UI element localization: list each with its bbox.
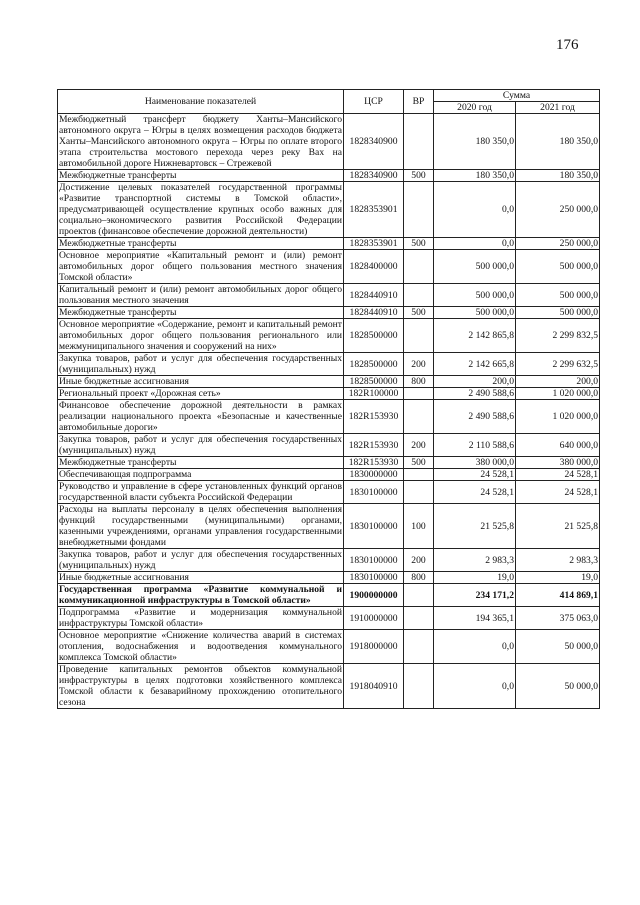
- table-row: [58, 481, 600, 504]
- row-amount-2021: 1 020 000,0: [516, 400, 600, 434]
- header-year-2020: 2020 год: [434, 102, 516, 114]
- row-code: 1830000000: [344, 469, 404, 481]
- row-name: Закупка товаров, работ и услуг для обеспечения государственных (муниципальных) нужд: [59, 353, 342, 375]
- row-code: 1830100000: [344, 504, 404, 549]
- header-sum: Сумма: [434, 90, 600, 102]
- row-vr: [404, 630, 434, 664]
- row-amount-2021: 24 528,1: [516, 481, 600, 504]
- header-code: ЦСР: [344, 90, 404, 114]
- row-vr: [404, 284, 434, 307]
- table-row: [58, 630, 600, 664]
- table-row: [58, 504, 600, 549]
- row-vr: 800: [404, 376, 434, 388]
- row-amount-2020: 500 000,0: [434, 250, 516, 284]
- table-row: [58, 664, 600, 709]
- row-amount-2021: 500 000,0: [516, 307, 600, 319]
- table-row: [58, 549, 600, 572]
- row-vr: [404, 664, 434, 709]
- row-vr: 100: [404, 504, 434, 549]
- row-name: Межбюджетные трансферты: [58, 307, 344, 319]
- row-name: Региональный проект «Дорожная сеть»: [58, 388, 344, 400]
- row-amount-2020: 180 350,0: [434, 170, 516, 182]
- row-code: 1830100000: [344, 549, 404, 572]
- row-amount-2021: 21 525,8: [516, 504, 600, 549]
- row-amount-2021: 180 350,0: [516, 170, 600, 182]
- row-amount-2020: 500 000,0: [434, 284, 516, 307]
- row-amount-2020: 2 110 588,6: [434, 434, 516, 457]
- row-amount-2020: 234 171,2: [434, 584, 516, 607]
- header-name: Наименование показателей: [58, 90, 344, 114]
- row-code: 1900000000: [344, 584, 404, 607]
- table-row: [58, 182, 600, 238]
- row-code: 1828340900: [344, 170, 404, 182]
- row-amount-2021: 2 299 832,5: [516, 319, 600, 353]
- row-amount-2020: 500 000,0: [434, 307, 516, 319]
- table-row: [58, 319, 600, 353]
- row-amount-2021: 375 063,0: [516, 607, 600, 630]
- row-name: Финансовое обеспечение дорожной деятельности в рамках реализации национального проекта «Безопасные и качественные автомобильные дороги»: [59, 400, 342, 433]
- row-amount-2020: 24 528,1: [434, 469, 516, 481]
- row-code: 1828440910: [344, 284, 404, 307]
- row-vr: [404, 469, 434, 481]
- row-code: 1828340900: [344, 114, 404, 170]
- row-amount-2021: 640 000,0: [516, 434, 600, 457]
- row-code: 1830100000: [344, 572, 404, 584]
- row-amount-2020: 0,0: [434, 238, 516, 250]
- row-code: 1828500000: [344, 376, 404, 388]
- row-name: Межбюджетные трансферты: [58, 170, 344, 182]
- table-row: [58, 114, 600, 170]
- row-amount-2020: 24 528,1: [434, 481, 516, 504]
- table-row: [58, 572, 600, 584]
- row-amount-2020: 0,0: [434, 664, 516, 709]
- row-amount-2020: 2 142 665,8: [434, 353, 516, 376]
- row-name: Обеспечивающая подпрограмма: [58, 469, 344, 481]
- row-name: Основное мероприятие «Капитальный ремонт и (или) ремонт автомобильных дорог общего пользования местного значения Томской области»: [59, 250, 342, 283]
- table-row: [58, 250, 600, 284]
- row-name: Межбюджетные трансферты: [58, 457, 344, 469]
- row-vr: [404, 388, 434, 400]
- row-name: Закупка товаров, работ и услуг для обеспечения государственных (муниципальных) нужд: [59, 434, 342, 456]
- row-amount-2020: 2 490 588,6: [434, 400, 516, 434]
- row-amount-2021: 250 000,0: [516, 238, 600, 250]
- row-amount-2021: 250 000,0: [516, 182, 600, 238]
- row-vr: 500: [404, 307, 434, 319]
- row-name: Достижение целевых показателей государственной программы «Развитие транспортной системы в Томской области», предусматривающей осуществление крупных особо важных для социально–экономического развития Российской Федерации проектов (финансовое обеспечение дорожной деятельности): [59, 182, 342, 237]
- row-code: 182R153930: [344, 457, 404, 469]
- row-vr: [404, 182, 434, 238]
- table-row: [58, 170, 600, 182]
- table-row: [58, 607, 600, 630]
- row-amount-2021: 380 000,0: [516, 457, 600, 469]
- row-amount-2021: 24 528,1: [516, 469, 600, 481]
- row-amount-2020: 2 490 588,6: [434, 388, 516, 400]
- row-name: Капитальный ремонт и (или) ремонт автомобильных дорог общего пользования местного значения: [59, 284, 342, 306]
- row-amount-2020: 194 365,1: [434, 607, 516, 630]
- row-name: Иные бюджетные ассигнования: [58, 572, 344, 584]
- table-row: [58, 434, 600, 457]
- table-row: [58, 353, 600, 376]
- row-name: Руководство и управление в сфере установленных функций органов государственной власти субъекта Российской Федерации: [59, 481, 342, 503]
- row-vr: [404, 114, 434, 170]
- row-vr: [404, 250, 434, 284]
- row-vr: [404, 400, 434, 434]
- header-year-2021: 2021 год: [516, 102, 600, 114]
- row-code: 1828500000: [344, 319, 404, 353]
- row-amount-2020: 0,0: [434, 182, 516, 238]
- table-row: [58, 284, 600, 307]
- row-code: 182R153930: [344, 434, 404, 457]
- row-name: Подпрограмма «Развитие и модернизация коммунальной инфраструктуры Томской области»: [59, 607, 342, 629]
- row-amount-2021: 500 000,0: [516, 250, 600, 284]
- row-name: Государственная программа «Развитие коммунальной и коммуникационной инфраструктуры в Томской области»: [59, 584, 342, 606]
- table-header: [58, 90, 600, 114]
- row-code: 1828400000: [344, 250, 404, 284]
- row-code: 1828353901: [344, 238, 404, 250]
- row-name: Межбюджетный трансферт бюджету Ханты–Мансийского автономного округа – Югры в целях возмещения расходов бюджета Ханты–Мансийского автономного округа – Югры по оплате второго этапа строительства мостового перехода через реку Вах на автомобильной дороге Нижневартовск – Стрежевой: [59, 114, 342, 169]
- row-amount-2021: 180 350,0: [516, 114, 600, 170]
- table-row: [58, 400, 600, 434]
- row-amount-2020: 180 350,0: [434, 114, 516, 170]
- row-amount-2020: 21 525,8: [434, 504, 516, 549]
- row-name: Закупка товаров, работ и услуг для обеспечения государственных (муниципальных) нужд: [59, 549, 342, 571]
- row-vr: 800: [404, 572, 434, 584]
- row-amount-2021: 500 000,0: [516, 284, 600, 307]
- row-amount-2021: 414 869,1: [516, 584, 600, 607]
- budget-table: [57, 89, 600, 709]
- row-name: Межбюджетные трансферты: [58, 238, 344, 250]
- row-code: 1918040910: [344, 664, 404, 709]
- row-vr: 500: [404, 170, 434, 182]
- row-vr: 200: [404, 353, 434, 376]
- row-vr: 500: [404, 457, 434, 469]
- row-name: Основное мероприятие «Снижение количества аварий в системах отопления, водоснабжения и водоотведения коммунального комплекса Томской области»: [59, 630, 342, 663]
- row-name: Иные бюджетные ассигнования: [58, 376, 344, 388]
- header-vr: ВР: [404, 90, 434, 114]
- row-code: 1830100000: [344, 481, 404, 504]
- row-vr: 200: [404, 549, 434, 572]
- table-row: [58, 307, 600, 319]
- row-code: 1828353901: [344, 182, 404, 238]
- row-amount-2020: 380 000,0: [434, 457, 516, 469]
- row-code: 1910000000: [344, 607, 404, 630]
- row-amount-2021: 2 299 632,5: [516, 353, 600, 376]
- table-row: [58, 376, 600, 388]
- row-code: 182R100000: [344, 388, 404, 400]
- row-code: 1918000000: [344, 630, 404, 664]
- table-row: [58, 584, 600, 607]
- row-amount-2020: 200,0: [434, 376, 516, 388]
- row-vr: 500: [404, 238, 434, 250]
- row-amount-2020: 0,0: [434, 630, 516, 664]
- row-amount-2021: 50 000,0: [516, 664, 600, 709]
- row-amount-2020: 19,0: [434, 572, 516, 584]
- row-amount-2021: 19,0: [516, 572, 600, 584]
- row-code: 1828440910: [344, 307, 404, 319]
- row-vr: 200: [404, 434, 434, 457]
- row-vr: [404, 584, 434, 607]
- table-row: [58, 388, 600, 400]
- row-vr: [404, 607, 434, 630]
- row-code: 182R153930: [344, 400, 404, 434]
- row-amount-2021: 200,0: [516, 376, 600, 388]
- row-amount-2021: 50 000,0: [516, 630, 600, 664]
- row-name: Расходы на выплаты персоналу в целях обеспечения выполнения функций государственными (муниципальными) органами, казенными учреждениями, органами управления государственными внебюджетными фондами: [59, 504, 342, 548]
- table-row: [58, 238, 600, 250]
- row-amount-2021: 2 983,3: [516, 549, 600, 572]
- row-name: Проведение капитальных ремонтов объектов коммунальной инфраструктуры в целях подготовки хозяйственного комплекса Томской области к безаварийному прохождению отопительного сезона: [59, 664, 342, 708]
- table-body: [58, 114, 600, 709]
- table-row: [58, 457, 600, 469]
- table-row: [58, 469, 600, 481]
- row-code: 1828500000: [344, 353, 404, 376]
- row-amount-2020: 2 142 865,8: [434, 319, 516, 353]
- row-name: Основное мероприятие «Содержание, ремонт и капитальный ремонт автомобильных дорог общего пользования регионального или межмуниципального значения и сооружений на них»: [59, 319, 342, 352]
- row-vr: [404, 481, 434, 504]
- row-vr: [404, 319, 434, 353]
- row-amount-2021: 1 020 000,0: [516, 388, 600, 400]
- row-amount-2020: 2 983,3: [434, 549, 516, 572]
- page-number: 176: [556, 37, 579, 53]
